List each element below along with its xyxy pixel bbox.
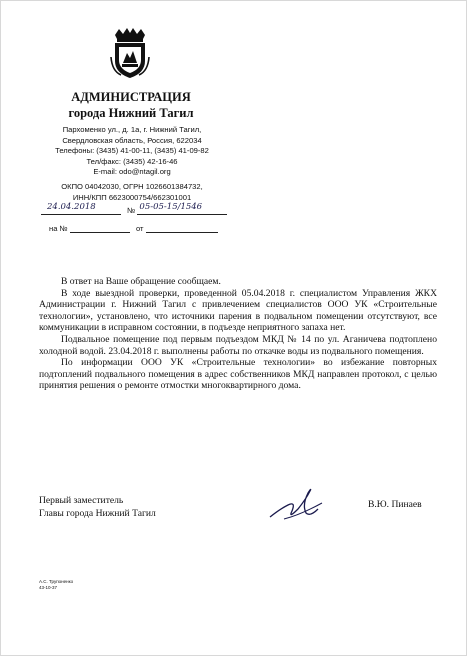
- registry-line: ИНН/КПП 6623000754/662301001: [72, 192, 192, 202]
- org-title-line1: АДМИНИСТРАЦИЯ: [71, 90, 191, 104]
- executor-footer: [39, 579, 73, 591]
- registry-line: ОКПО 04042030, ОГРН 1026601384732,: [61, 182, 203, 191]
- signatory-name: В.Ю. Пинаев: [368, 499, 422, 510]
- address-line: Тел/факс: (3435) 42-16-46: [86, 156, 178, 166]
- handwritten-date: 24.04.2018: [47, 202, 96, 212]
- executor-phone: 43-10-37: [39, 585, 58, 590]
- position-line2: Главы города Нижний Тагил: [39, 508, 156, 519]
- address-line: E-mail: odo@ntagil.org: [93, 167, 171, 177]
- number-line: [137, 202, 227, 215]
- ref-number-line: [70, 223, 130, 233]
- handwritten-number: 05-05-15/1546: [139, 202, 203, 212]
- body-paragraph: В ответ на Ваше обращение сообщаем.: [61, 276, 221, 287]
- signatory-position: [39, 494, 156, 520]
- ref-date-line: [146, 223, 218, 233]
- handwritten-signature-icon: [266, 479, 326, 529]
- ref-prefix: на №: [49, 224, 68, 233]
- position-line1: Первый заместитель: [39, 495, 124, 506]
- number-label: №: [127, 206, 136, 215]
- address-line: Телефоны: (3435) 41-00-11, (3435) 41-09-82: [55, 146, 209, 156]
- letter-body: [39, 276, 437, 392]
- reference-row: [49, 223, 218, 233]
- executor-name: А.С. Трупоненко: [39, 579, 74, 584]
- org-title: [56, 89, 206, 121]
- ref-from-label: от: [135, 224, 144, 233]
- org-title-line2: города Нижний Тагил: [68, 106, 194, 120]
- outgoing-date-number-row: [41, 202, 227, 215]
- address-block: [39, 125, 225, 178]
- registry-block: [39, 182, 225, 203]
- address-line: Пархоменко ул., д. 1а, г. Нижний Тагил,: [62, 125, 202, 134]
- body-paragraph: По информации ООО УК «Строительные технологии» во избежание повторных подтоплений подвального помещения в адрес собственников МКД направлен протокол, с целью принятия решения о ремонте отмостки многоквартирного дома.: [39, 357, 437, 392]
- city-coat-of-arms-icon: [109, 27, 151, 79]
- date-line: [41, 202, 121, 215]
- address-line: Свердловская область, Россия, 622034: [62, 135, 202, 145]
- body-paragraph: В ходе выездной проверки, проведенной 05.04.2018 г. специалистом Управления ЖКХ Администрации г. Нижний Тагил с привлечением специалистов ООО УК «Строительные технологии», установлено, что источники парения в подвальном помещении отсутствуют, все коммуникации в исправном состоянии, в подъезде неприятного запаха нет.: [39, 287, 437, 334]
- body-paragraph: Подвальное помещение под первым подъездом МКД № 14 по ул. Аганичева подтоплено холодной водой. 23.04.2018 г. выполнены работы по откачке воды из подвального помещения.: [39, 333, 437, 357]
